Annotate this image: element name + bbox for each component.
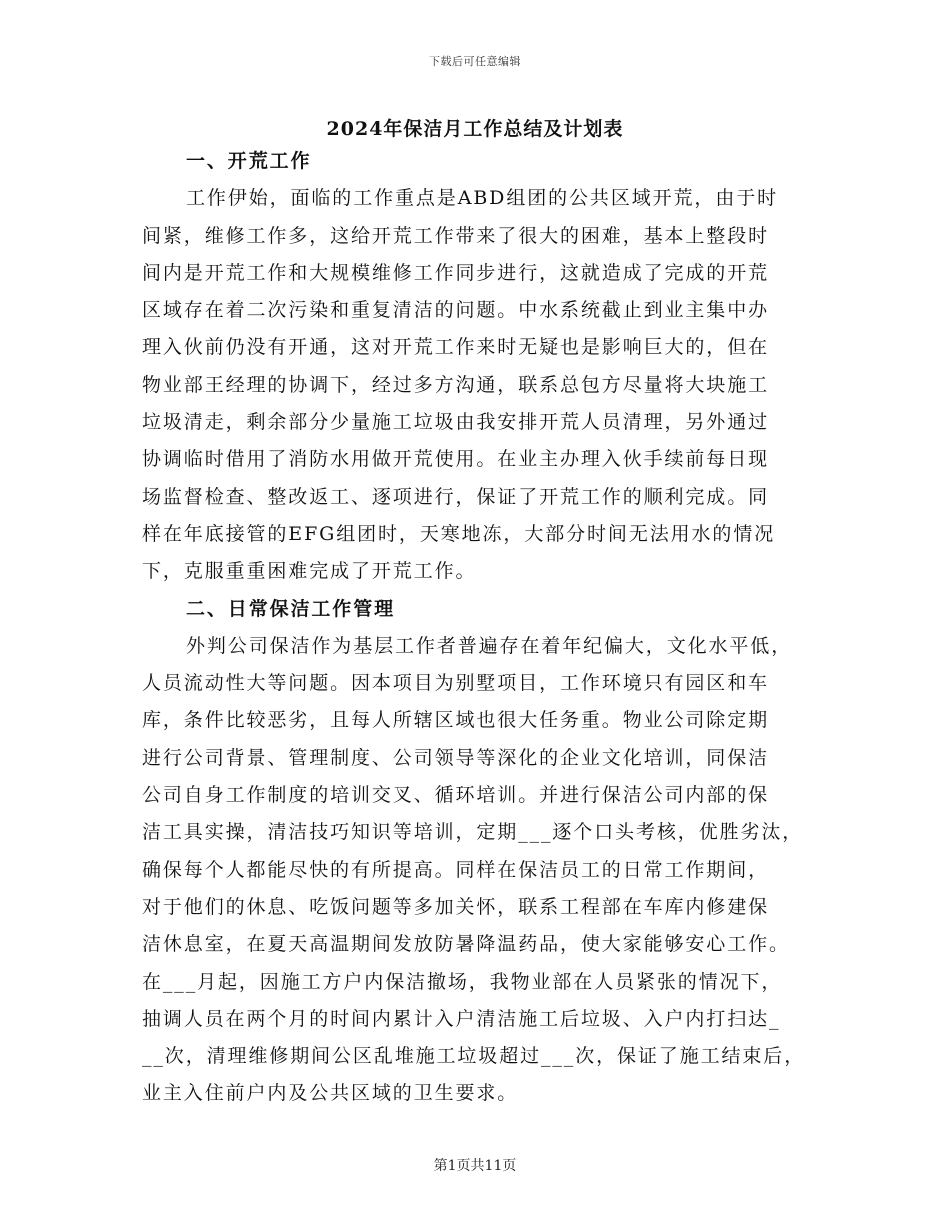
paragraph-line: 人员流动性大等问题。因本项目为别墅项目，工作环境只有园区和车 (142, 672, 770, 695)
paragraph-line: 公司自身工作制度的培训交叉、循环培训。并进行保洁公司内部的保 (142, 784, 770, 807)
paragraph-line: 工作伊始，面临的工作重点是ABD组团的公共区域开荒，由于时 (186, 187, 779, 210)
paragraph-line: 业主入住前户内及公共区域的卫生要求。 (142, 1082, 519, 1105)
paragraph-line: 样在年底接管的EFG组团时，天寒地冻，大部分时间无法用水的情况 (142, 522, 776, 545)
paragraph-line: 洁休息室，在夏天高温期间发放防暑降温药品，使大家能够安心工作。 (142, 933, 790, 956)
paragraph-line: 确保每个人都能尽快的有所提高。同样在保洁员工的日常工作期间， (142, 858, 770, 881)
paragraph-line: 间紧，维修工作多，这给开荒工作带来了很大的困难，基本上整段时 (142, 224, 770, 247)
paragraph-line: 在___月起，因施工方户内保洁撤场，我物业部在人员紧张的情况下， (142, 970, 783, 993)
paragraph-line: 场监督检查、整改返工、逐项进行，保证了开荒工作的顺利完成。同 (142, 485, 770, 508)
paragraph-line: __次，清理维修期间公区乱堆施工垃圾超过___次，保证了施工结束后， (142, 1045, 806, 1068)
section-heading: 一、开荒工作 (186, 150, 312, 172)
paragraph-line: 协调临时借用了消防水用做开荒使用。在业主办理入伙手续前每日现 (142, 448, 770, 471)
paragraph-line: 理入伙前仍没有开通，这对开荒工作来时无疑也是影响巨大的，但在 (142, 336, 770, 359)
document-body (142, 143, 812, 1113)
paragraph-line: 进行公司背景、管理制度、公司领导等深化的企业文化培训，同保洁 (142, 746, 770, 769)
paragraph-line: 抽调人员在两个月的时间内累计入户清洁施工后垃圾、入户内打扫达_ (142, 1007, 781, 1030)
paragraph-line: 外判公司保洁作为基层工作者普遍存在着年纪偏大，文化水平低， (186, 634, 793, 657)
paragraph-line: 物业部王经理的协调下，经过多方沟通，联系总包方尽量将大块施工 (142, 373, 770, 396)
paragraph-line: 垃圾清走，剩余部分少量施工垃圾由我安排开荒人员清理，另外通过 (142, 411, 770, 434)
paragraph-line: 库，条件比较恶劣，且每人所辖区域也很大任务重。物业公司除定期 (142, 709, 770, 732)
section-heading: 二、日常保洁工作管理 (186, 597, 396, 620)
page-number-footer: 第1页共11页 (433, 1158, 517, 1174)
document-title: 2024年保洁月工作总结及计划表 (326, 118, 624, 140)
paragraph-line: 下，克服重重困难完成了开荒工作。 (142, 560, 477, 583)
paragraph-line: 区域存在着二次污染和重复清洁的问题。中水系统截止到业主集中办 (142, 299, 770, 322)
paragraph-line: 间内是开荒工作和大规模维修工作同步进行，这就造成了完成的开荒 (142, 261, 770, 284)
header-note: 下载后可任意编辑 (429, 55, 521, 68)
paragraph-line: 对于他们的休息、吃饭问题等多加关怀，联系工程部在车库内修建保 (142, 895, 770, 918)
paragraph-line: 洁工具实操，清洁技巧知识等培训，定期___逐个口头考核，优胜劣汰， (142, 821, 804, 844)
